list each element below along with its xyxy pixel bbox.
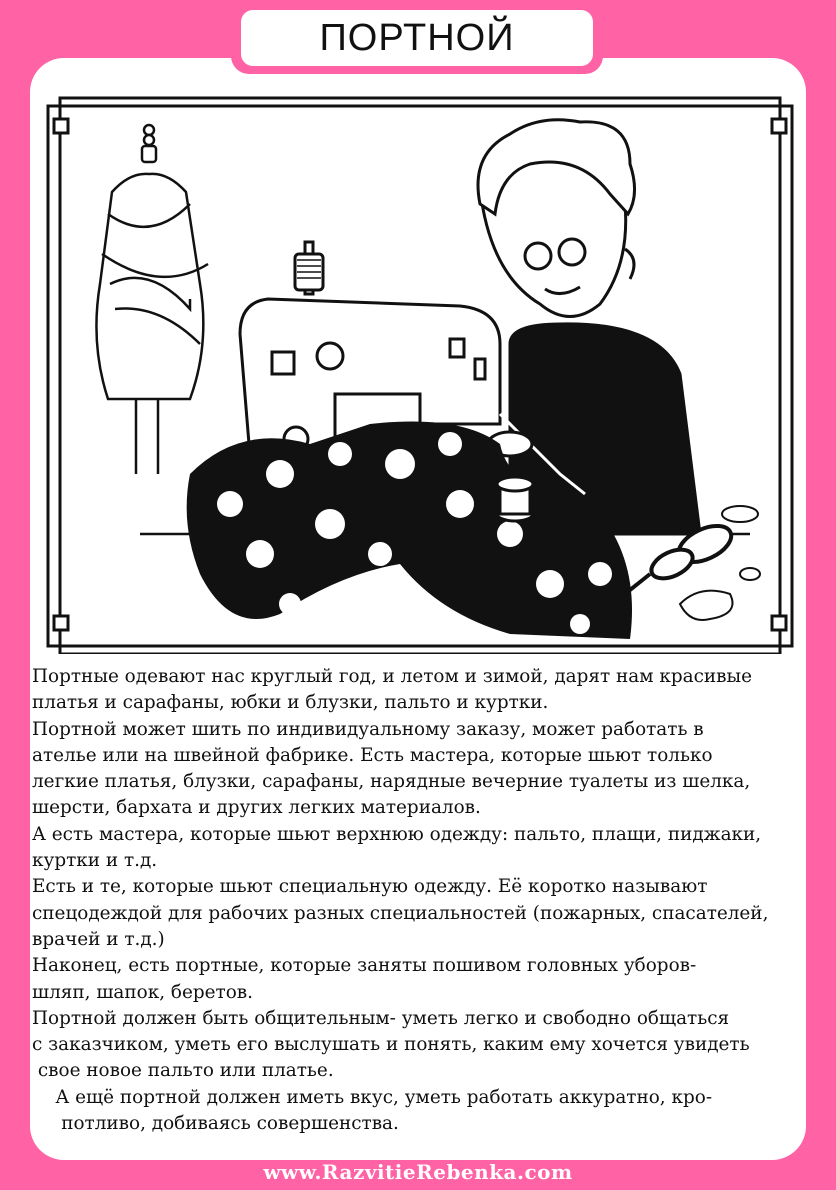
text-line: потливо, добиваясь совершенства. xyxy=(32,1113,399,1135)
text-line: Наконец, есть портные, которые заняты пошивом головных уборов- xyxy=(32,955,697,977)
text-line: Портные одевают нас круглый год, и летом и зимой, дарят нам красивые xyxy=(32,666,753,687)
text-line: спецодеждой для рабочих разных специальностей (пожарных, спасателей, xyxy=(32,902,769,924)
text-line: куртки и т.д. xyxy=(32,850,158,872)
text-line: шерсти, бархата и других легких материалов. xyxy=(32,797,481,819)
title-banner xyxy=(231,4,603,74)
text-line: с заказчиком, уметь его выслушать и понять, каким ему хочется увидеть xyxy=(32,1034,750,1056)
text-line: шляп, шапок, беретов. xyxy=(32,981,253,1003)
title-box xyxy=(241,10,593,66)
text-line: А ещё портной должен иметь вкус, уметь работать аккуратно, кро- xyxy=(32,1086,713,1108)
text-line: Портной может шить по индивидуальному заказу, может работать в xyxy=(32,718,704,740)
text-line: ателье или на швейной фабрике. Есть мастера, которые шьют только xyxy=(32,744,713,766)
text-line: А есть мастера, которые шьют верхнюю одежду: пальто, плащи, пиджаки, xyxy=(32,823,762,845)
page-title: ПОРТНОЙ xyxy=(319,16,515,59)
thread-spool-icon xyxy=(497,477,533,521)
site-url-footer[interactable]: www.RazvitieRebenka.com xyxy=(263,1160,573,1184)
article-text xyxy=(32,664,818,1137)
illustration-frame xyxy=(40,94,800,654)
text-line: врачей и т.д.) xyxy=(32,928,165,950)
text-line: Портной должен быть общительным- уметь легко и свободно общаться xyxy=(32,1007,730,1029)
dress-form-icon xyxy=(96,125,208,474)
text-line: легкие платья, блузки, сарафаны, нарядные вечерние туалеты из шелка, xyxy=(32,771,751,793)
text-line: Есть и те, которые шьют специальную одежду. Её коротко называют xyxy=(32,876,708,898)
text-line: свое новое пальто или платье. xyxy=(32,1060,334,1082)
text-line: платья и сарафаны, юбки и блузки, пальто и куртки. xyxy=(32,692,549,714)
